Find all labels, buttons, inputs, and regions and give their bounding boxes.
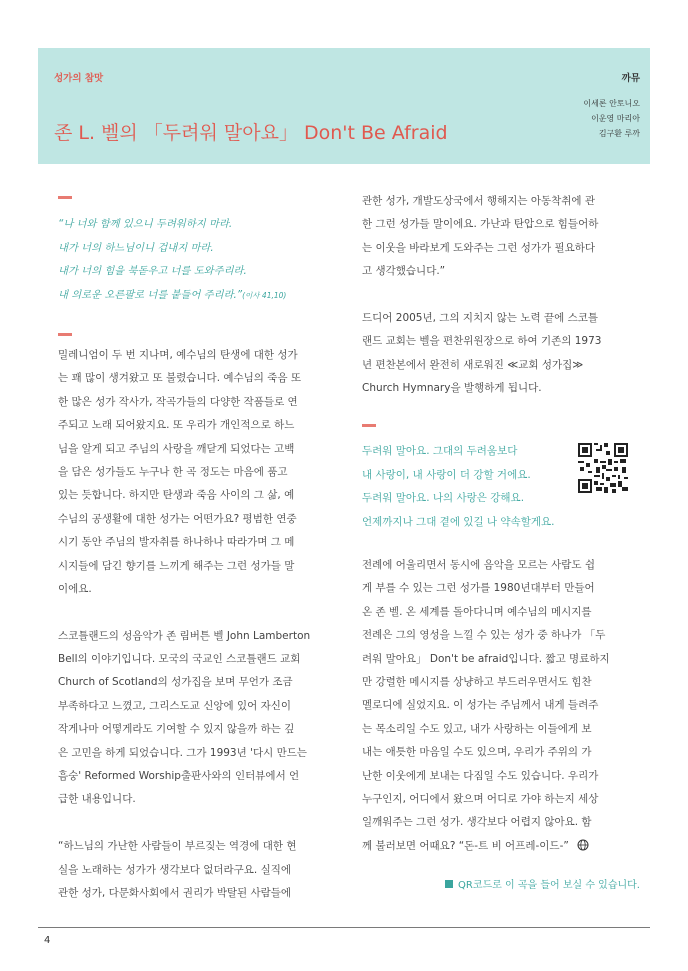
author-name: 김구환 루까 (598, 129, 640, 138)
text-line: 주되고 노래 되어왔지요. 또 우리가 개인적으로 하느 (58, 419, 295, 432)
text-line: 누구인지, 어디에서 왔으며 어디로 가야 하는지 세상 (362, 792, 599, 805)
text-line: 전례에 어울리면서 동시에 음악을 모르는 사람도 쉽 (362, 559, 596, 571)
text-line: 을 담은 성가들도 누구나 한 곡 정도는 마음에 품고 (58, 465, 288, 478)
text-line: Church Hymnary을 발행하게 됩니다. (362, 382, 542, 395)
text-line: 이에요. (58, 582, 92, 595)
text-line: 랜드 교회는 벨을 편찬위원장으로 하여 기존의 1973 (362, 335, 602, 348)
text-line: 부족하다고 느꼈고, 그리스도교 신앙에 있어 자신이 (58, 699, 292, 712)
section-label: 성가의 참맛 (54, 73, 104, 84)
text-line: 실을 노래하는 성가가 생각보다 없더라구요. 실직에 (58, 863, 292, 876)
text-line: 스코틀랜드의 성음악가 존 림버튼 벨 John Lamberton (58, 629, 311, 642)
text-line: 드디어 2005년, 그의 지치지 않는 노력 끝에 스코틀 (362, 311, 598, 324)
footer-divider (38, 927, 650, 928)
text-line (58, 812, 336, 835)
text-line: 고 생각했습니다.” (362, 265, 446, 278)
right-column-text-bottom (362, 554, 640, 858)
verse-line: “나 너와 함께 있으니 두려워하지 마라. (58, 218, 233, 230)
text-line: 멜로디에 실었지요. 이 성가는 주님께서 내게 들려주 (362, 699, 599, 712)
text-line: 내는 애틋한 마음일 수도 있으며, 우리가 주위의 가 (362, 746, 592, 759)
text-line: 시지들에 담긴 향기를 느끼게 해주는 그런 성가들 말 (58, 559, 295, 572)
text-line: 님을 알게 되고 주님의 사랑을 깨닫게 되었다는 고백 (58, 442, 295, 455)
text-line: 은 고민을 하게 되었습니다. 그가 1993년 '다시 만드는 (58, 746, 308, 759)
text-line (362, 284, 640, 307)
right-column-text-top (362, 190, 640, 401)
author-list (583, 96, 640, 141)
brand-label: 까뮤 (621, 73, 640, 84)
text-line: 시기 동안 주님의 발자취를 하나하나 따라가며 그 메 (58, 536, 295, 549)
section-dash (362, 424, 376, 427)
globe-icon (577, 839, 589, 851)
verse-line: 내가 너의 하느님이니 겁내지 마라. (58, 241, 214, 254)
square-bullet-icon (445, 880, 453, 888)
text-line: 흠숭' Reformed Worship출판사와의 인터뷰에서 언 (58, 770, 300, 783)
author-name: 이운영 마리아 (591, 114, 640, 123)
section-dash (58, 333, 72, 336)
author-name: 이세론 안토니오 (583, 99, 640, 108)
qr-note (445, 876, 640, 891)
text-line: 작게나마 어떻게라도 기여할 수 있지 않을까 하는 깊 (58, 723, 295, 736)
text-line: 수님의 공생활에 대한 성가는 어떤가요? 평범한 연중 (58, 512, 297, 525)
bible-verse (58, 213, 348, 307)
verse-line: 내가 너의 힘을 북돋우고 너를 도와주리라. (58, 265, 247, 278)
text-line: 만 강렬한 메시지를 상냥하고 부드러우면서도 힘찬 (362, 675, 592, 688)
hymn-lyrics (362, 440, 582, 534)
text-line: 일깨워주는 그런 성가. 생각보다 어렵지 않아요. 함 (362, 816, 592, 829)
text-line: Bell의 이야기입니다. 모국의 국교인 스코틀랜드 교회 (58, 653, 301, 666)
text-line: 년 편찬본에서 완전히 새로워진 ≪교회 성가집≫ (362, 358, 584, 371)
page-number: 4 (44, 935, 51, 946)
text-line: 는 꽤 많이 생겨왔고 또 불렸습니다. 예수님의 죽음 또 (58, 372, 302, 385)
article-title: 존 L. 벨의 「두려워 말아요」 Don't Be Afraid (54, 122, 448, 144)
text-line: “하느님의 가난한 사람들이 부르짖는 역경에 대한 현 (58, 840, 297, 853)
header-banner (38, 48, 650, 164)
text-line: 온 존 벨. 온 세계를 돌아다니며 예수님의 메시지를 (362, 605, 592, 618)
text-line: 한 그런 성가들 말이에요. 가난과 탄압으로 힘들어하 (362, 218, 599, 231)
text-line: 게 부를 수 있는 그런 성가를 1980년대부터 만들어 (362, 582, 595, 595)
text-line: 한 많은 성가 작사가, 작곡가들의 다양한 작품들로 연 (58, 395, 298, 408)
lyric-line: 내 사랑이, 내 사랑이 더 강할 거에요. (362, 468, 531, 481)
text-line: 께 불러보면 어때요? “돈-트 비 어프레-이드-” (362, 835, 640, 858)
lyric-line: 두려워 말아요. 그대의 두려움보다 (362, 445, 518, 457)
text-line (58, 601, 336, 624)
verse-line (58, 284, 348, 308)
text-line: 난한 이웃에게 보내는 다짐일 수도 있습니다. 우리가 (362, 769, 599, 782)
text-line: 급한 내용입니다. (58, 793, 136, 806)
text-line: Church of Scotland의 성가집을 보며 무언가 조금 (58, 676, 293, 689)
text-line: 있는 듯합니다. 하지만 탄생과 죽음 사이의 그 삶, 예 (58, 489, 295, 502)
qr-code-icon[interactable] (578, 443, 628, 493)
text-line: 는 이웃을 바라보게 도와주는 그런 성가가 필요하다 (362, 241, 596, 254)
lyric-line: 두려워 말아요. 나의 사랑은 강해요. (362, 492, 525, 504)
text-line: 는 목소리일 수도 있고, 내가 사랑하는 이들에게 보 (362, 722, 592, 735)
text-line: 전례은 그의 영성을 느낄 수 있는 성가 중 하나가 「두 (362, 629, 606, 642)
text-line: 밀레니엄이 두 번 지나며, 예수님의 탄생에 대한 성가 (58, 349, 298, 361)
verse-reference: (이사 41,10) (242, 290, 287, 300)
verse-line-text: 내 의로운 오른팔로 너를 붙들어 주리라.” (58, 288, 243, 301)
text-line: 관한 성가, 다문화사회에서 권리가 박탈된 사람들에 (58, 886, 292, 899)
left-column-text (58, 344, 336, 905)
lyric-line: 언제까지나 그대 곁에 있길 나 약속할게요. (362, 515, 555, 528)
qr-note-text: QR코드로 이 곡을 들어 보실 수 있습니다. (458, 880, 640, 891)
text-line: 려워 말아요」 Don't be afraid입니다. 짧고 명료하지 (362, 652, 610, 665)
text-line: 관한 성가, 개발도상국에서 행해지는 아동착취에 관 (362, 195, 596, 207)
section-dash (58, 196, 72, 199)
